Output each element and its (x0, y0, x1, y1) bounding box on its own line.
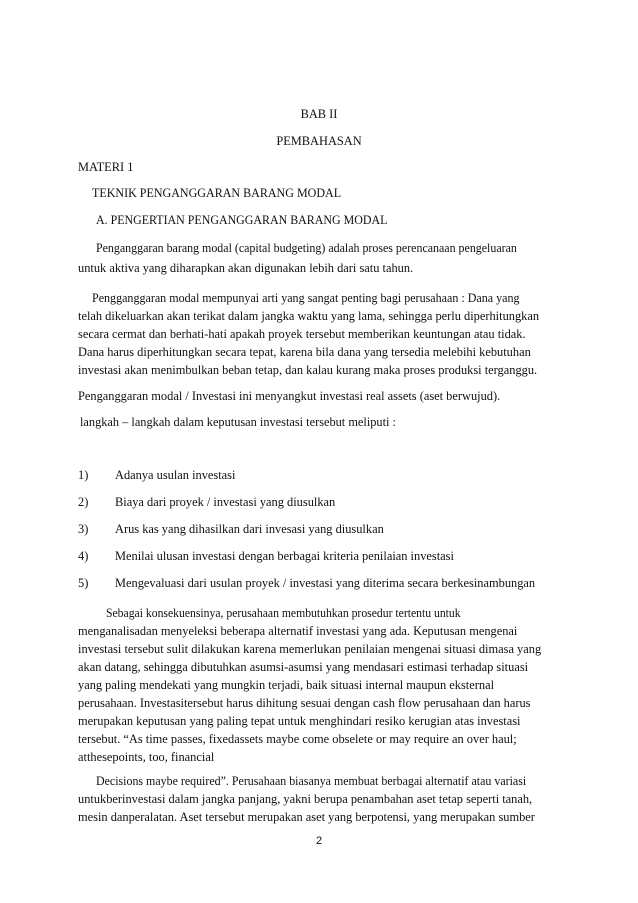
step-number: 3) (78, 522, 89, 536)
chapter-title: PEMBAHASAN (276, 134, 362, 148)
paragraph-line: Penganggaran modal / Investasi ini menyangkut investasi real assets (aset berwujud). (78, 389, 501, 403)
paragraph-line: Decisions maybe required”. Perusahaan biasanya membuat berbagai alternatif atau variasi (96, 774, 527, 788)
paragraph-line: Dana harus diperhitungkan secara tepat, karena bila dana yang tersedia melebihi kebutuhan (78, 345, 531, 359)
step-number: 5) (78, 576, 89, 590)
step-text: Biaya dari proyek / investasi yang diusulkan (115, 495, 336, 509)
step-number: 2) (78, 495, 89, 509)
paragraph-line: Pengganggaran modal mempunyai arti yang sangat penting bagi perusahaan : Dana yang (92, 291, 520, 305)
step-text: Adanya usulan investasi (115, 468, 236, 482)
steps-intro: langkah – langkah dalam keputusan investasi tersebut meliputi : (80, 415, 396, 429)
paragraph-line: untukberinvestasi dalam jangka panjang, yakni berupa penambahan aset tetap seperti tanah, (78, 792, 533, 806)
paragraph-line: investasi tersebut sulit dilakukan karena memerlukan penilaian mengenai situasi dimasa yang (78, 642, 542, 656)
step-text: Arus kas yang dihasilkan dari invesasi yang diusulkan (115, 522, 384, 536)
step-text: Menilai ulusan investasi dengan berbagai kriteria penilaian investasi (115, 549, 454, 563)
materi-heading: MATERI 1 (78, 160, 134, 174)
paragraph-line: menganalisadan menyeleksi beberapa alternatif investasi yang ada. Keputusan mengenai (78, 624, 518, 638)
paragraph-line: tersebut. “As time passes, fixedassets maybe come obselete or may require an over haul; (78, 732, 517, 746)
step-text: Mengevaluasi dari usulan proyek / investasi yang diterima secara berkesinambungan (115, 576, 536, 590)
paragraph-line: yang paling mendekati yang mungkin terjadi, baik situasi internal maupun eksternal (78, 678, 495, 692)
paragraph-line: mesin danperalatan. Aset tersebut merupakan aset yang berpotensi, yang merupakan sumber (78, 810, 535, 824)
subsection-heading: A. PENGERTIAN PENGANGGARAN BARANG MODAL (96, 213, 388, 227)
paragraph-line: telah dikeluarkan akan terikat dalam jangka waktu yang lama, sehingga perlu diperhitungkan (78, 309, 540, 323)
paragraph-line: akan datang, sehingga dibutuhkan asumsi-asumsi yang mendasari estimasi terhadap situasi (78, 660, 529, 674)
step-number: 4) (78, 549, 89, 563)
topic-heading: TEKNIK PENGANGGARAN BARANG MODAL (92, 186, 342, 200)
paragraph-line: atthesepoints, too, financial (78, 750, 215, 764)
paragraph-line: Penganggaran barang modal (capital budgeting) adalah proses perencanaan pengeluaran (96, 241, 517, 255)
step-number: 1) (78, 468, 89, 482)
paragraph-line: investasi akan menimbulkan beban tetap, dan kalau kurang maka proses produksi terganggu. (78, 363, 538, 377)
page-number: 2 (315, 835, 323, 847)
paragraph-line: untuk aktiva yang diharapkan akan digunakan lebih dari satu tahun. (78, 261, 414, 275)
paragraph-line: merupakan keputusan yang paling tepat untuk menghindari resiko kerugian atas investasi (78, 714, 521, 728)
chapter-label: BAB II (300, 107, 338, 121)
paragraph-line: secara cermat dan berhati-hati apakah proyek tersebut memberikan keuntungan atau tidak. (78, 327, 526, 341)
paragraph-line: perusahaan. Investasitersebut harus dihitung sesuai dengan cash flow perusahaan dan harus (78, 696, 531, 710)
paragraph-line: Sebagai konsekuensinya, perusahaan membutuhkan prosedur tertentu untuk (106, 606, 461, 620)
